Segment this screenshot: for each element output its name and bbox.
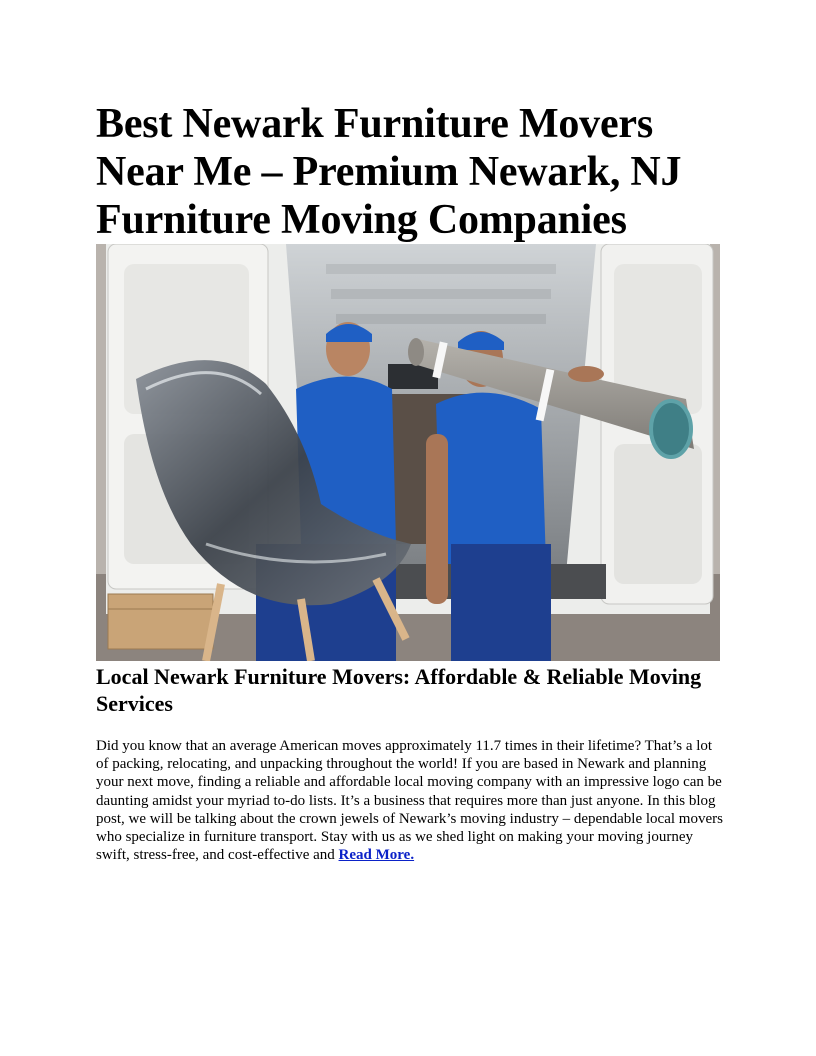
article-body-text: Did you know that an average American moves approximately 11.7 times in their lifetime? That’s a lot of packing, relocating, and unpacking throughout the world! If you are based in Newark and planning your next move, finding a reliable and affordable local moving company with an impressive logo can be daunting amidst your myriad to-do lists. It’s a business that requires more than just anyone. In this blog post, we will be talking about the crown jewels of Newark’s moving industry – dependable local movers who specialize in furniture transport. Stay with us as we shed light on making your moving journey swift, stress-free, and cost-effective and	[96, 738, 723, 864]
read-more-link[interactable]: Read More.	[338, 847, 415, 864]
page-title: Best Newark Furniture Movers Near Me – Premium Newark, NJ Furniture Moving Companies	[96, 101, 682, 243]
section-heading: Local Newark Furniture Movers: Affordable & Reliable Moving Services	[96, 664, 702, 716]
movers-illustration	[96, 244, 720, 661]
article-body	[96, 737, 724, 864]
hero-image	[96, 244, 720, 661]
